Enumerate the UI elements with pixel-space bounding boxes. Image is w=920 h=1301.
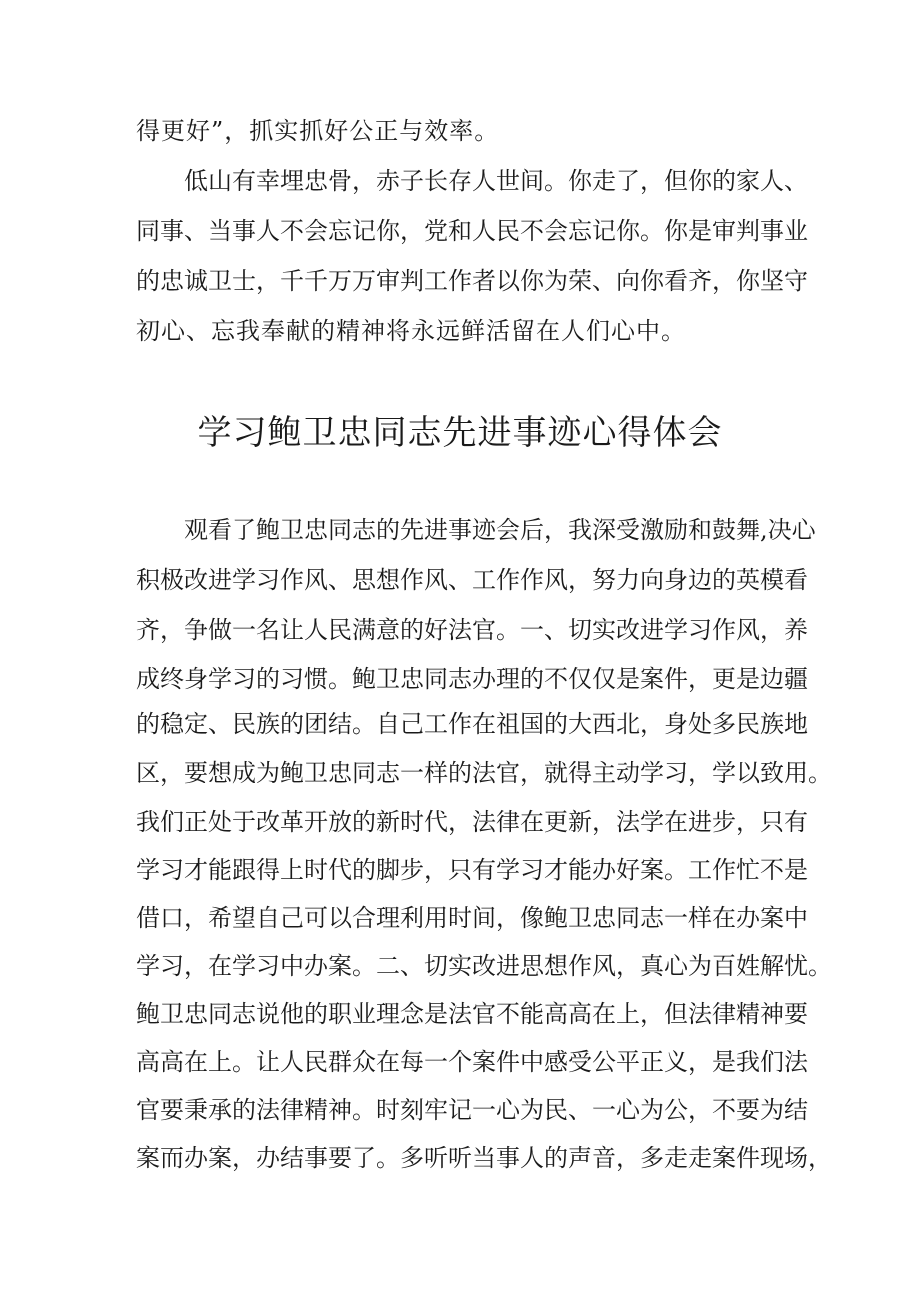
paragraph-line: 低山有幸埋忠骨，赤子长存人世间。你走了，但你的家人、 <box>184 167 808 195</box>
document-title: 学习鲍卫忠同志先进事迹心得体会 <box>197 413 723 453</box>
paragraph-line: 区，要想成为鲍卫忠同志一样的法官，就得主动学习，学以致用。 <box>136 759 832 787</box>
paragraph-line: 官要秉承的法律精神。时刻牢记一心为民、一心为公，不要为结 <box>136 1096 808 1124</box>
paragraph-line: 学习，在学习中办案。二、切实改进思想作风，真心为百姓解忧。 <box>136 952 832 980</box>
paragraph-line: 的稳定、民族的团结。自己工作在祖国的大西北，身处多民族地 <box>136 710 808 738</box>
paragraph-line: 案而办案，办结事要了。多听听当事人的声音，多走走案件现场， <box>136 1144 832 1172</box>
paragraph-line: 借口，希望自己可以合理利用时间，像鲍卫忠同志一样在办案中 <box>136 904 808 932</box>
paragraph-line: 的忠诚卫士，千千万万审判工作者以你为荣、向你看齐，你坚守 <box>136 267 808 295</box>
paragraph-line: 成终身学习的习惯。鲍卫忠同志办理的不仅仅是案件，更是边疆 <box>136 665 808 693</box>
continuation-line: 得更好”，抓实抓好公正与效率。 <box>136 117 500 145</box>
paragraph-line: 鲍卫忠同志说他的职业理念是法官不能高高在上，但法律精神要 <box>136 1000 808 1028</box>
paragraph-line: 高高在上。让人民群众在每一个案件中感受公平正义，是我们法 <box>136 1048 808 1076</box>
paragraph-line: 积极改进学习作风、思想作风、工作作风，努力向身边的英模看 <box>136 566 808 594</box>
paragraph-line: 观看了鲍卫忠同志的先进事迹会后，我深受激励和鼓舞,决心 <box>184 516 816 544</box>
paragraph-line: 同事、当事人不会忘记你，党和人民不会忘记你。你是审判事业 <box>136 217 808 245</box>
paragraph-line: 学习才能跟得上时代的脚步，只有学习才能办好案。工作忙不是 <box>136 856 808 884</box>
paragraph-line: 初心、忘我奉献的精神将永远鲜活留在人们心中。 <box>136 317 686 345</box>
paragraph-line: 我们正处于改革开放的新时代，法律在更新，法学在进步，只有 <box>136 808 808 836</box>
paragraph-line: 齐，争做一名让人民满意的好法官。一、切实改进学习作风，养 <box>136 616 808 644</box>
